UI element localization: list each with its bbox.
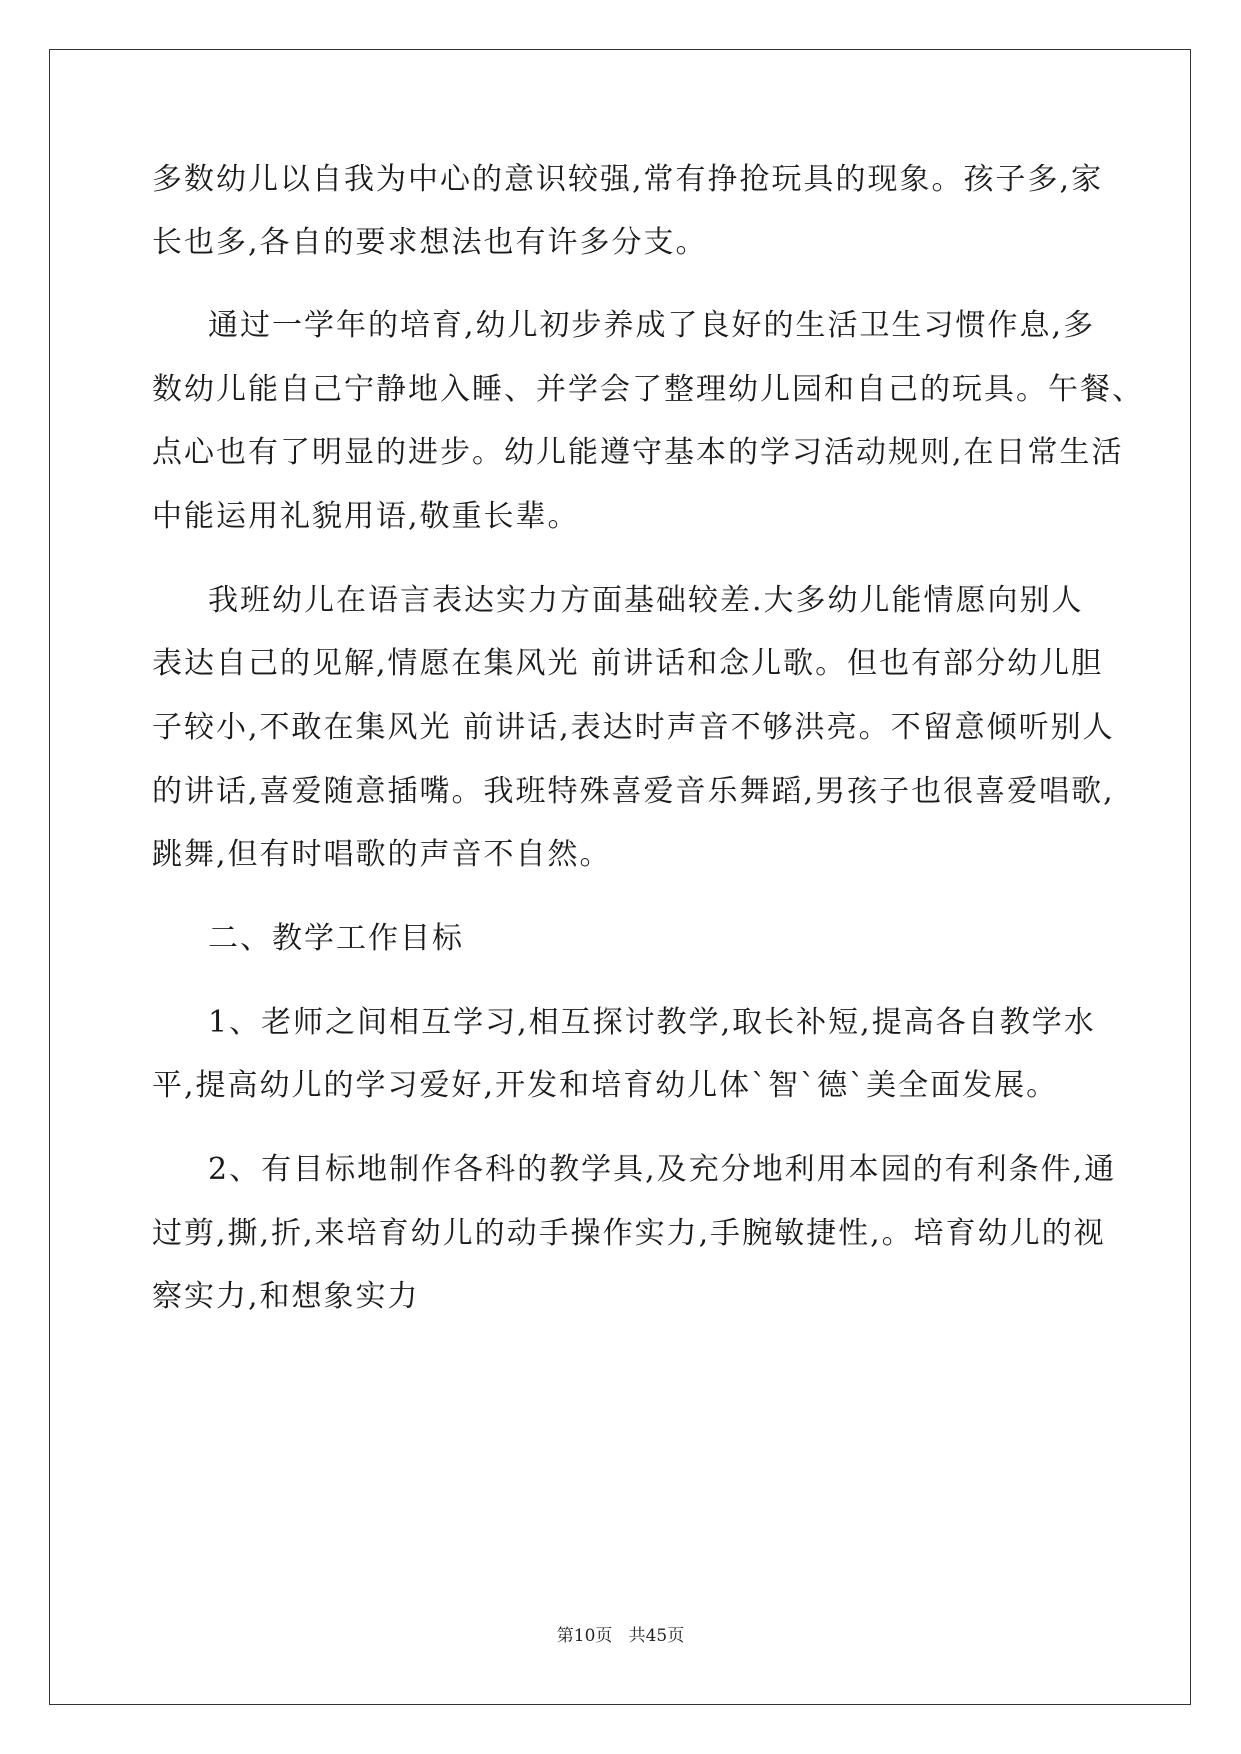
text-line: 多数幼儿以自我为中心的意识较强,常有挣抢玩具的现象。孩子多,家 <box>152 162 1104 197</box>
text-line: 的讲话,喜爱随意插嘴。我班特殊喜爱音乐舞蹈,男孩子也很喜爱唱歌, <box>152 774 1115 809</box>
text-line: 中能运用礼貌用语,敬重长辈。 <box>152 499 580 534</box>
text-line: 跳舞,但有时唱歌的声音不自然。 <box>152 837 612 872</box>
page-footer <box>0 1625 1241 1647</box>
section-heading: 二、教学工作目标 <box>208 921 464 956</box>
text-line: 2、有目标地制作各科的教学具,及充分地利用本园的有利条件,通 <box>208 1152 1117 1187</box>
text-line: 过剪,撕,折,来培育幼儿的动手操作实力,手腕敏捷性,。培育幼儿的视 <box>152 1216 1106 1251</box>
text-line: 我班幼儿在语言表达实力方面基础较差.大多幼儿能情愿向别人 <box>208 583 1084 618</box>
text-line: 通过一学年的培育,幼儿初步养成了良好的生活卫生习惯作息,多 <box>208 308 1096 343</box>
text-line: 平,提高幼儿的学习爱好,开发和培育幼儿体`智`德`美全面发展。 <box>152 1068 1059 1103</box>
text-line: 表达自己的见解,情愿在集风光 前讲话和念儿歌。但也有部分幼儿胆 <box>152 646 1104 681</box>
footer-spacer <box>612 1626 628 1646</box>
page-number: 第10页 <box>556 1626 613 1646</box>
page-total: 共45页 <box>628 1626 685 1646</box>
text-line: 察实力,和想象实力 <box>152 1279 420 1314</box>
text-line: 数幼儿能自己宁静地入睡、并学会了整理幼儿园和自己的玩具。午餐、 <box>152 372 1144 407</box>
text-line: 长也多,各自的要求想法也有许多分支。 <box>152 225 708 260</box>
text-line: 子较小,不敢在集风光 前讲话,表达时声音不够洪亮。不留意倾听别人 <box>152 710 1115 745</box>
text-line: 点心也有了明显的进步。幼儿能遵守基本的学习活动规则,在日常生活 <box>152 435 1124 470</box>
page-border <box>49 49 1191 1705</box>
text-line: 1、老师之间相互学习,相互探讨教学,取长补短,提高各自教学水 <box>208 1005 1096 1040</box>
